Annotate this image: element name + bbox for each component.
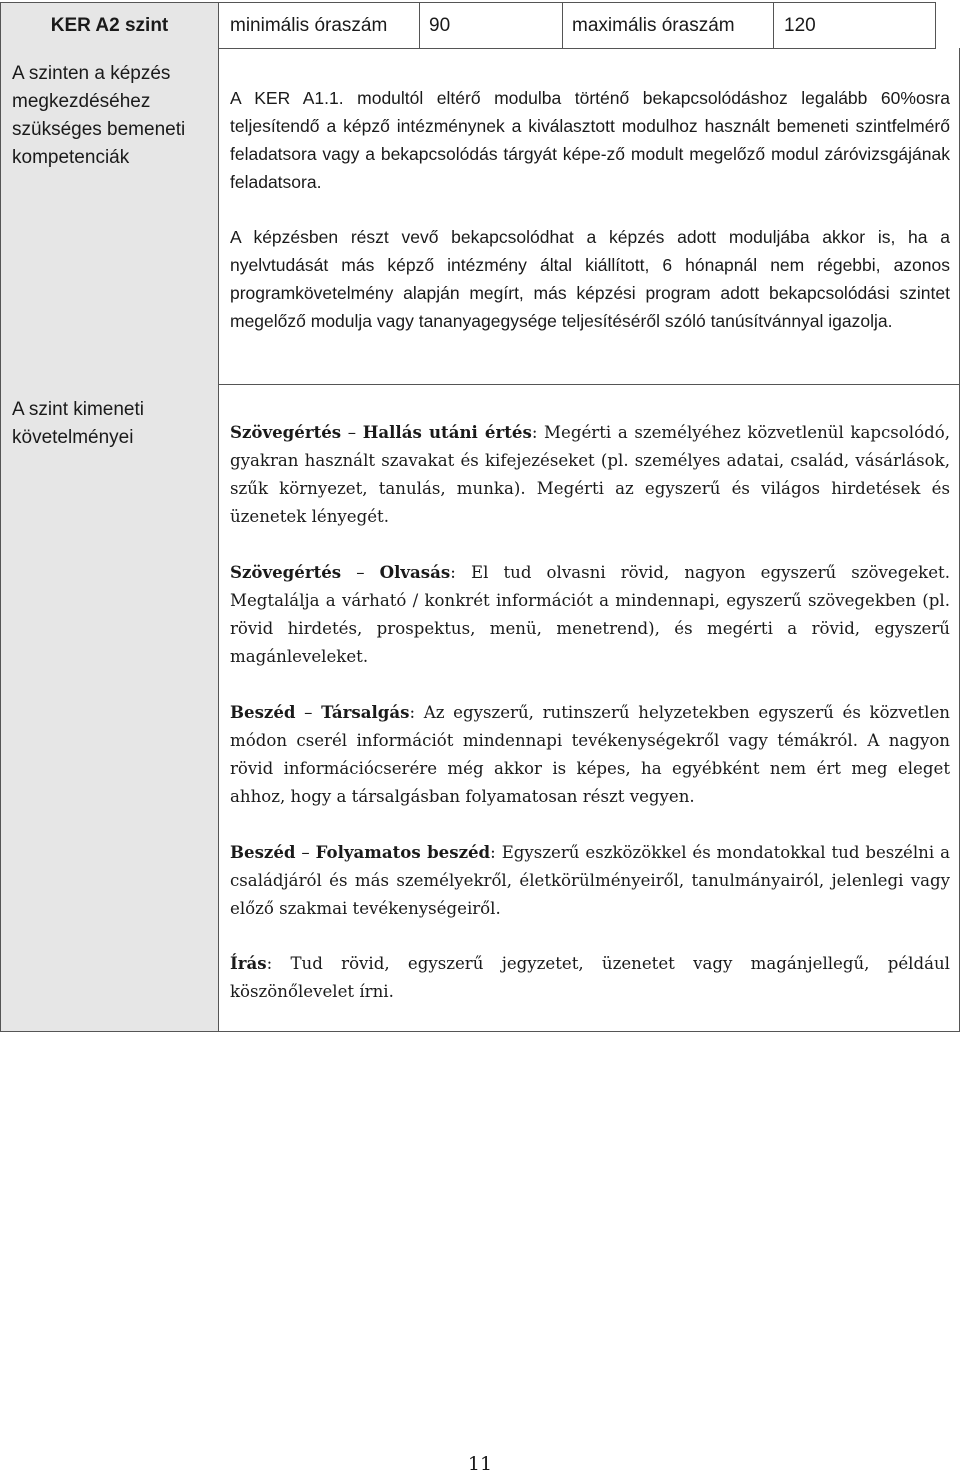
requirement-text: Megérti a személyéhez közvetlenül kapcsolódó, gyakran használt szavakat és kifejezéseket (pl. személyes adatai, család, vásárlások, szűk környezet, tanulás, munka). Megérti az egyszerű és világos hirdetések és üzenetek lényegét. — [230, 423, 950, 526]
min-hours-label: minimális óraszám — [230, 14, 388, 36]
output-requirements-label: A szint kimeneti követelményei — [12, 399, 144, 448]
subskill-name: Folyamatos beszéd — [315, 842, 491, 862]
max-hours-value-cell — [773, 2, 936, 49]
skill-name: Szövegértés — [230, 422, 342, 442]
requirement-writing: Írás: Tud rövid, egyszerű jegyzetet, üzenetet vagy magánjellegű, például köszönőlevelet írni. — [230, 953, 950, 1001]
subskill-name: Társalgás — [321, 702, 410, 722]
skill-name: Beszéd — [230, 842, 296, 862]
max-hours-label-cell — [562, 2, 774, 49]
header-row — [0, 2, 936, 49]
requirement-conversation: Beszéd – Társalgás: Az egyszerű, rutinszerű helyzetekben egyszerű és közvetlen módon cserél információt mindennapi tevékenységekről vagy témákról. A nagyon rövid információcserére még akkor is képes, ha egyébként nem ért meg eleget ahhoz, hogy a társalgásban folyamatosan részt vegyen. — [230, 702, 950, 806]
requirement-text: Egyszerű eszközökkel és mondatokkal tud beszélni a családjáról és más személyekről, életkörülményeiről, tanulmányairól, jelenlegi vagy előző szakmai tevékenységeiről. — [230, 843, 950, 918]
requirement-listening: Szövegértés – Hallás utáni értés: Megérti a személyéhez közvetlenül kapcsolódó, gyakran használt szavakat és kifejezéseket (pl. személyes adatai, család, vásárlások, szűk környezet, tanulás, munka). Megérti az egyszerű és világos hirdetések és üzenetek lényegét. — [230, 422, 950, 526]
min-hours-value-cell — [419, 2, 563, 49]
skill-name: Beszéd — [230, 702, 296, 722]
requirement-reading: Szövegértés – Olvasás: El tud olvasni rövid, nagyon egyszerű szövegeket. Megtalálja a várható / konkrét információt a mindennapi, egyszerű szövegekben (pl. rövid hirdetés, prospektus, menü, menetrend), és megérti a rövid, egyszerű magánleveleket. — [230, 562, 950, 666]
max-hours-label: maximális óraszám — [572, 14, 735, 36]
output-requirements-label-cell — [0, 384, 219, 1032]
level-label: KER A2 szint — [50, 14, 169, 36]
entry-competencies-label-cell — [0, 48, 219, 385]
entry-paragraph-1: A KER A1.1. modultól eltérő modulba történő bekapcsolódáshoz legalább 60%osra teljesítendő a képző intézménynek a kiválasztott modulhoz használt bemeneti szintfelmérő feladatsora vagy a bekapcsolódás tárgyát képe-ző modult megelőző modul záróvizsgájának feladatsora. — [230, 88, 950, 192]
min-hours-label-cell — [218, 2, 420, 49]
entry-competencies-label: A szinten a képzés megkezdéséhez szükséges bemeneti kompetenciák — [12, 63, 186, 168]
subskill-name: Hallás utáni értés — [362, 422, 532, 442]
requirement-text: El tud olvasni rövid, nagyon egyszerű szövegeket. Megtalálja a várható / konkrét információt a mindennapi, egyszerű szövegekben (pl. rövid hirdetés, prospektus, menü, menetrend), és megérti a rövid, egyszerű magánleveleket. — [230, 563, 950, 666]
requirement-text: Az egyszerű, rutinszerű helyzetekben egyszerű és közvetlen módon cserél információt mindennapi tevékenységekről vagy témákról. A nagyon rövid információcserére még akkor is képes, ha egyébként nem ért meg eleget ahhoz, hogy a társalgásban folyamatosan részt vegyen. — [230, 703, 950, 806]
skill-name: Szövegértés — [230, 562, 342, 582]
entry-paragraph-2: A képzésben részt vevő bekapcsolódhat a képzés adott moduljába akkor is, ha a nyelvtudását más képző intézmény által kiállított, 6 hónapnál nem régebbi, azonos programkövetelmény alapján megírt, más képzési program adott bekapcsolódási szintet megelőző modulja vagy tananyagegysége teljesítéséről szóló tanúsítvánnyal igazolja. — [230, 227, 950, 331]
skill-name: Írás — [230, 953, 267, 973]
requirement-continuous-speech: Beszéd – Folyamatos beszéd: Egyszerű eszközökkel és mondatokkal tud beszélni a családjáról és más személyekről, életkörülményeiről, tanulmányairól, jelenlegi vagy előző szakmai tevékenységeiről. — [230, 842, 950, 918]
min-hours-value: 90 — [429, 14, 451, 36]
requirement-text: Tud rövid, egyszerű jegyzetet, üzenetet vagy magánjellegű, például köszönőlevelet írni. — [230, 954, 950, 1001]
page-number: 11 — [467, 1453, 493, 1475]
subskill-name: Olvasás — [379, 562, 451, 582]
max-hours-value: 120 — [784, 14, 816, 36]
level-cell — [0, 2, 219, 49]
